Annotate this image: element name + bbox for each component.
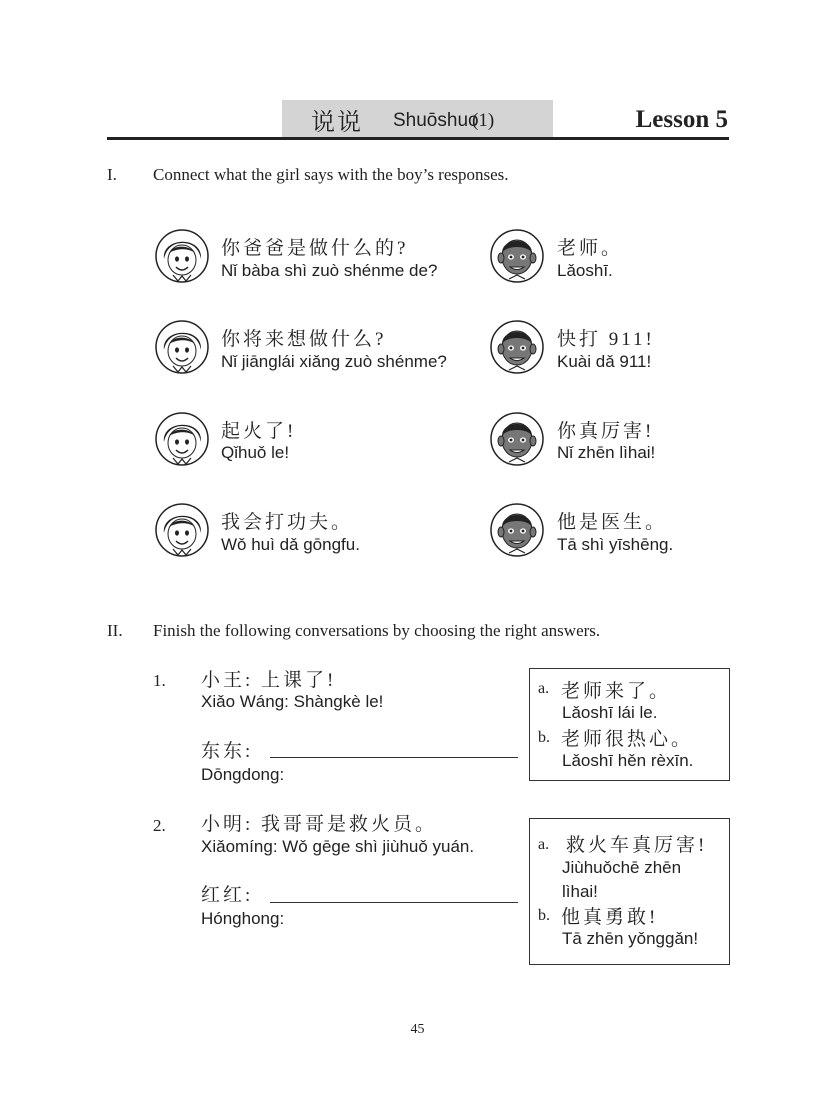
boy-line-pinyin: Lǎoshī. xyxy=(557,261,613,280)
girl-face-icon xyxy=(155,503,209,557)
section-1-instruction: Connect what the girl says with the boy’s responses. xyxy=(153,165,509,184)
reply-speaker-pinyin: Dōngdong: xyxy=(201,765,285,784)
reply-speaker-pinyin: Hónghong: xyxy=(201,909,285,928)
dialogue-line-pinyin: Xiǎo Wáng: Shàngkè le! xyxy=(201,692,384,711)
boy-line-pinyin: Kuài dǎ 911! xyxy=(557,352,652,371)
boy-line-cn: 你真厉害! xyxy=(557,421,655,442)
dialogue-line-cn: 小明: 我哥哥是救火员。 xyxy=(201,814,438,835)
question-number: 1. xyxy=(153,671,166,690)
boy-line-cn: 老师。 xyxy=(557,238,624,259)
dialogue-line-pinyin: Xiǎomíng: Wǒ gēge shì jiùhuǒ yuán. xyxy=(201,837,475,856)
answer-blank[interactable] xyxy=(270,757,518,758)
girl-line-cn: 起火了! xyxy=(221,421,297,442)
girl-line-cn: 我会打功夫。 xyxy=(221,512,354,533)
boy-face-icon xyxy=(490,412,544,466)
girl-line-pinyin: Wǒ huì dǎ gōngfu. xyxy=(221,535,360,554)
option-cn[interactable]: 他真勇敢! xyxy=(561,907,659,928)
header-rule xyxy=(107,137,729,140)
dialogue-line-cn: 小王: 上课了! xyxy=(201,670,337,691)
header-title-number: (1) xyxy=(472,110,495,131)
section-2-instruction: Finish the following conversations by choosing the right answers. xyxy=(153,621,601,640)
girl-line-cn: 你爸爸是做什么的? xyxy=(221,238,409,259)
option-pinyin[interactable]: Lǎoshī hěn rèxīn. xyxy=(562,751,694,770)
girl-line-cn: 你将来想做什么? xyxy=(221,329,387,350)
question-number: 2. xyxy=(153,816,166,835)
option-cn[interactable]: 老师来了。 xyxy=(561,681,672,702)
option-pinyin-continued[interactable]: lìhai! xyxy=(562,882,598,901)
option-letter: a. xyxy=(538,836,550,853)
option-pinyin[interactable]: Tā zhēn yǒnggǎn! xyxy=(562,929,699,948)
option-letter: a. xyxy=(538,680,550,697)
reply-speaker-cn: 红红: xyxy=(201,885,254,906)
girl-line-pinyin: Nǐ bàba shì zuò shénme de? xyxy=(221,261,438,280)
reply-speaker-cn: 东东: xyxy=(201,741,254,762)
girl-line-pinyin: Qǐhuǒ le! xyxy=(221,443,290,462)
boy-face-icon xyxy=(490,229,544,283)
section-2-number: II. xyxy=(107,621,123,640)
girl-face-icon xyxy=(155,320,209,374)
option-pinyin[interactable]: Lǎoshī lái le. xyxy=(562,703,658,722)
header-title-cn: 说说 xyxy=(311,110,363,136)
boy-face-icon xyxy=(490,503,544,557)
girl-face-icon xyxy=(155,412,209,466)
boy-line-pinyin: Nǐ zhēn lìhai! xyxy=(557,443,656,462)
lesson-label: Lesson 5 xyxy=(635,106,728,133)
option-letter: b. xyxy=(538,729,550,746)
boy-line-cn: 快打 911! xyxy=(557,329,655,350)
section-1-number: I. xyxy=(107,165,117,184)
header-title-pinyin: Shuōshuo xyxy=(393,110,479,131)
boy-line-pinyin: Tā shì yīshēng. xyxy=(557,535,674,554)
boy-face-icon xyxy=(490,320,544,374)
option-pinyin[interactable]: Jiùhuǒchē zhēn xyxy=(562,858,682,877)
page-number: 45 xyxy=(410,1022,425,1037)
girl-line-pinyin: Nǐ jiānglái xiǎng zuò shénme? xyxy=(221,352,447,371)
girl-face-icon xyxy=(155,229,209,283)
option-cn[interactable]: 老师很热心。 xyxy=(561,729,694,750)
answer-blank[interactable] xyxy=(270,902,518,903)
option-letter: b. xyxy=(538,907,550,924)
boy-line-cn: 他是医生。 xyxy=(557,512,668,533)
option-cn[interactable]: 救火车真厉害! xyxy=(566,835,708,856)
